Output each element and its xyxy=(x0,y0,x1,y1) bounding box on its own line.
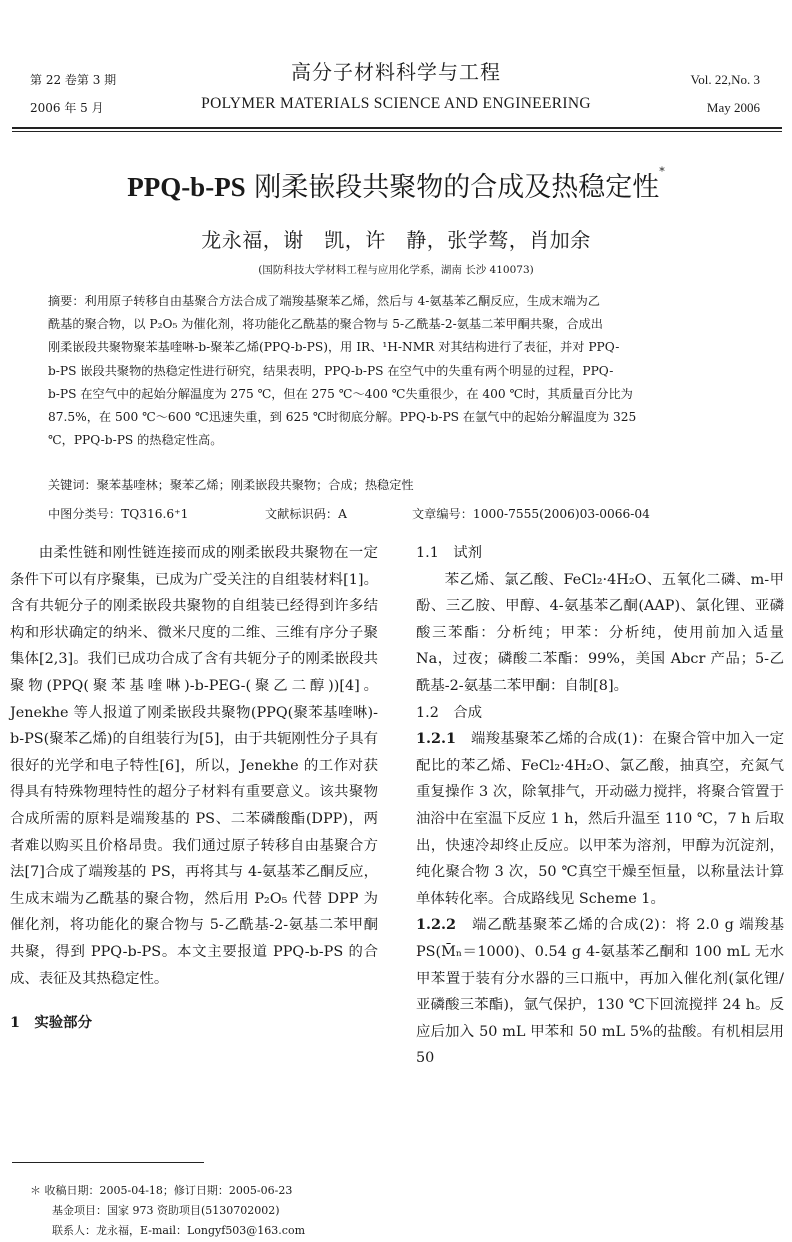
abstract-line: b-PS 嵌段共聚物的热稳定性进行研究，结果表明，PPQ-b-PS 在空气中的失重有两个明显的过程，PPQ- xyxy=(48,363,614,378)
left-column xyxy=(10,540,378,1037)
footnote-received: ＊ 收稿日期：2005-04-18；修订日期：2005-06-23 xyxy=(30,1184,293,1197)
abstract-line: b-PS 在空气中的起始分解温度为 275 ℃，但在 275 ℃～400 ℃失重很少，在 400 ℃时，其质量百分比为 xyxy=(48,386,633,401)
right-column xyxy=(416,540,784,1072)
section-heading-1: 1 实验部分 xyxy=(10,1014,92,1032)
abstract-line: ℃，PPQ-b-PS 的热稳定性高。 xyxy=(48,433,223,448)
title-cn: 刚柔嵌段共聚物的合成及热稳定性 xyxy=(245,172,660,203)
header-rule-thick xyxy=(12,127,782,129)
subsection-heading-1-2: 1.2 合成 xyxy=(416,704,483,721)
abstract-line: 摘要：利用原子转移自由基聚合方法合成了端羧基聚苯乙烯，然后与 4-氨基苯乙酮反应，生成末端为乙 xyxy=(48,294,600,308)
clc-number: 中图分类号：TQ316.6⁺1 xyxy=(48,507,189,521)
article-number: 文章编号：1000-7555(2006)03-0066-04 xyxy=(412,507,650,521)
keywords: 关键词：聚苯基喹林；聚苯乙烯；刚柔嵌段共聚物；合成；热稳定性 xyxy=(48,478,414,492)
affiliation: (国防科技大学材料工程与应用化学系，湖南 长沙 410073) xyxy=(258,264,534,276)
authors: 龙永福，谢 凯，许 静，张学骜，肖加余 xyxy=(201,228,591,252)
abstract xyxy=(48,290,748,452)
abstract-line: 刚柔嵌段共聚物聚苯基喹啉-b-聚苯乙烯(PPQ-b-PS)，用 IR、¹H-NMR 对其结构进行了表征，并对 PPQ- xyxy=(48,340,620,355)
date-en: May 2006 xyxy=(706,100,760,115)
abstract-line: 酰基的聚合物，以 P₂O₅ 为催化剂，将功能化乙酰基的聚合物与 5-乙酰基-2-氨基二苯甲酮共聚，合成出 xyxy=(48,317,603,332)
document-code: 文献标识码：A xyxy=(265,507,347,521)
heading-1-2-2: 1.2.2 xyxy=(416,916,457,934)
volume-cn: 第 22 卷第 3 期 xyxy=(30,73,117,87)
date-cn: 2006 年 5 月 xyxy=(30,101,104,115)
issue-info-en xyxy=(691,66,760,122)
heading-1-2-1: 1.2.1 xyxy=(416,730,457,748)
text-1-2-1: 端羧基聚苯乙烯的合成(1)：在聚合管中加入一定配比的苯乙烯、FeCl₂·4H₂O、氯乙酸，抽真空，充氮气重复操作 3 次，除氧排气，开动磁力搅拌，将聚合管置于油浴中在室温下反应 1 h，然后升温至 110 ℃，7 h 后取出，快速冷却终止反应。以甲苯为溶剂，甲醇为沉淀剂，纯化聚合物 3 次，50 ℃真空干燥至恒量，以称量法计算单体转化率。合成路线见 Scheme 1。 xyxy=(416,731,784,907)
intro-paragraph: 由柔性链和刚性链连接而成的刚柔嵌段共聚物在一定条件下可以有序聚集，已成为广受关注的自组装材料[1]。含有共轭分子的刚柔嵌段共聚物的自组装已经得到许多结构和形状确定的纳米、微米尺度的二维、三维有序分子聚集体[2,3]。我们已成功合成了含有共轭分子的刚柔嵌段共聚物(PPQ(聚苯基喹啉)-b-PEG-(聚乙二醇))[4]。Jenekhe 等人报道了刚柔嵌段共聚物(PPQ(聚苯基喹啉)-b-PS(聚苯乙烯)的自组装行为[5]，由于共轭刚性分子具有很好的光学和电子特性[6]，所以，Jenekhe 的工作对获得具有特殊物理特性的超分子材料有重要意义。该共聚物合成所需的原料是端羧基的 PS、二苯磷酸酯(DPP)，两者难以购买且价格昂贵。我们通过原子转移自由基聚合方法[7]合成了端羧基的 PS，再将其与 4-氨基苯乙酮反应，生成末端为乙酰基的聚合物，然后用 P₂O₅ 代替 DPP 为催化剂，将功能化的聚合物与 5-乙酰基-2-氨基二苯甲酮共聚，得到 PPQ-b-PS。本文主要报道 PPQ-b-PS 的合成、表征及其热稳定性。 xyxy=(10,545,378,987)
journal-name-en: POLYMER MATERIALS SCIENCE AND ENGINEERING xyxy=(201,95,591,112)
paragraph-1-2-1 xyxy=(416,726,784,912)
title-footnote-mark: * xyxy=(659,165,665,178)
header-rule-thin xyxy=(12,131,782,132)
subsection-heading-1-1: 1.1 试剂 xyxy=(416,545,483,561)
text-1-2-2: 端乙酰基聚苯乙烯的合成(2)：将 2.0 g 端羧基 PS(M̄ₙ＝1000)、0.54 g 4-氨基苯乙酮和 100 mL 无水甲苯置于装有分水器的三口瓶中，再加入催化剂(氯化锂/亚磷酸三苯酯)，氩气保护，130 ℃下回流搅拌 24 h。反应后加入 50 mL 甲苯和 50 mL 5%的盐酸。有机相层用 50 xyxy=(416,917,784,1067)
paper-title xyxy=(0,165,792,204)
footnote-contact: 联系人：龙永福，E-mail：Longyf503@163.com xyxy=(52,1224,306,1237)
footnote-funding: 基金项目：国家 973 资助项目(5130702002) xyxy=(52,1204,280,1217)
footnote xyxy=(30,1181,306,1241)
reagents-paragraph: 苯乙烯、氯乙酸、FeCl₂·4H₂O、五氧化二磷、m-甲酚、三乙胺、甲醇、4-氨基苯乙酮(AAP)、氯化锂、亚磷酸三苯酯：分析纯；甲苯：分析纯，使用前加入适量 Na，过夜；磷酸二苯酯：99%，美国 Abcr 产品；5-乙酰基-2-氨基二苯甲酮：自制[8]。 xyxy=(416,571,784,694)
footnote-rule xyxy=(12,1162,204,1163)
title-latin: PPQ-b-PS xyxy=(127,172,246,202)
journal-title xyxy=(0,56,792,113)
journal-name-cn: 高分子材料科学与工程 xyxy=(291,60,501,84)
abstract-line: 87.5%，在 500 ℃～600 ℃迅速失重，到 625 ℃时彻底分解。PPQ-b-PS 在氩气中的起始分解温度为 325 xyxy=(48,410,637,425)
volume-en: Vol. 22,No. 3 xyxy=(690,72,760,87)
paragraph-1-2-2 xyxy=(416,912,784,1072)
